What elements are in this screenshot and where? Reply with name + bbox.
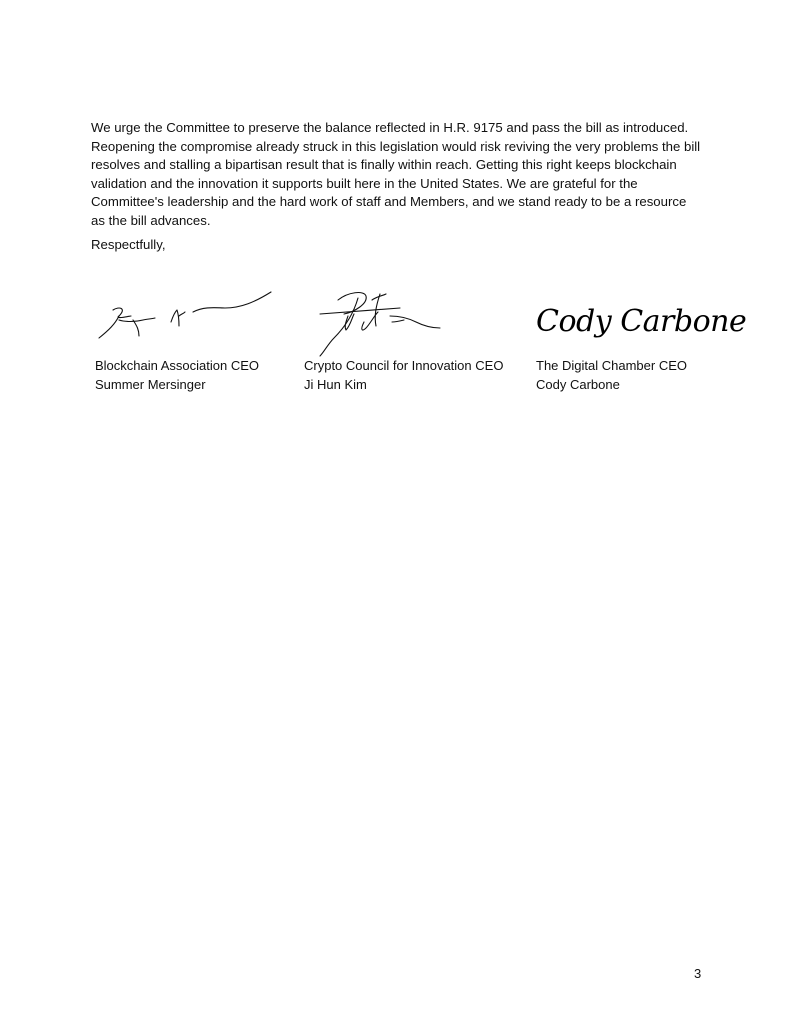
page-number: 3 [694, 966, 702, 981]
letter-paragraph: We urge the Committee to preserve the balance reflected in H.R. 9175 and pass the bill as introduced. Reopening the compromise already struck in this legislation would risk reviving the very problems the bill resolves and stalling a bipartisan result that is finally within reach. Getting this right keeps blockchain validation and the innovation it supports built here in the United States. We are grateful for the Committee's leadership and the hard work of staff and Members, and we stand ready to be a resource as the bill advances. [91, 120, 701, 228]
signatory-name: Ji Hun Kim [304, 377, 367, 392]
handwritten-signature-carbone [536, 286, 747, 356]
closing-line: Respectfully, [91, 237, 166, 252]
signatory-name: Cody Carbone [536, 377, 620, 392]
signature-block-carbone [536, 286, 756, 392]
signatory-title: Crypto Council for Innovation CEO [304, 358, 504, 373]
signatory-title: The Digital Chamber CEO [536, 358, 687, 373]
signatory-name: Summer Mersinger [95, 377, 206, 392]
signatory-title: Blockchain Association CEO [95, 358, 260, 373]
handwritten-signature-mersinger [95, 286, 295, 356]
handwritten-signature-kim [304, 286, 504, 356]
signature-block-kim [304, 286, 524, 392]
signature-script: Cody Carbone [536, 304, 747, 339]
signature-block-mersinger [95, 286, 315, 392]
